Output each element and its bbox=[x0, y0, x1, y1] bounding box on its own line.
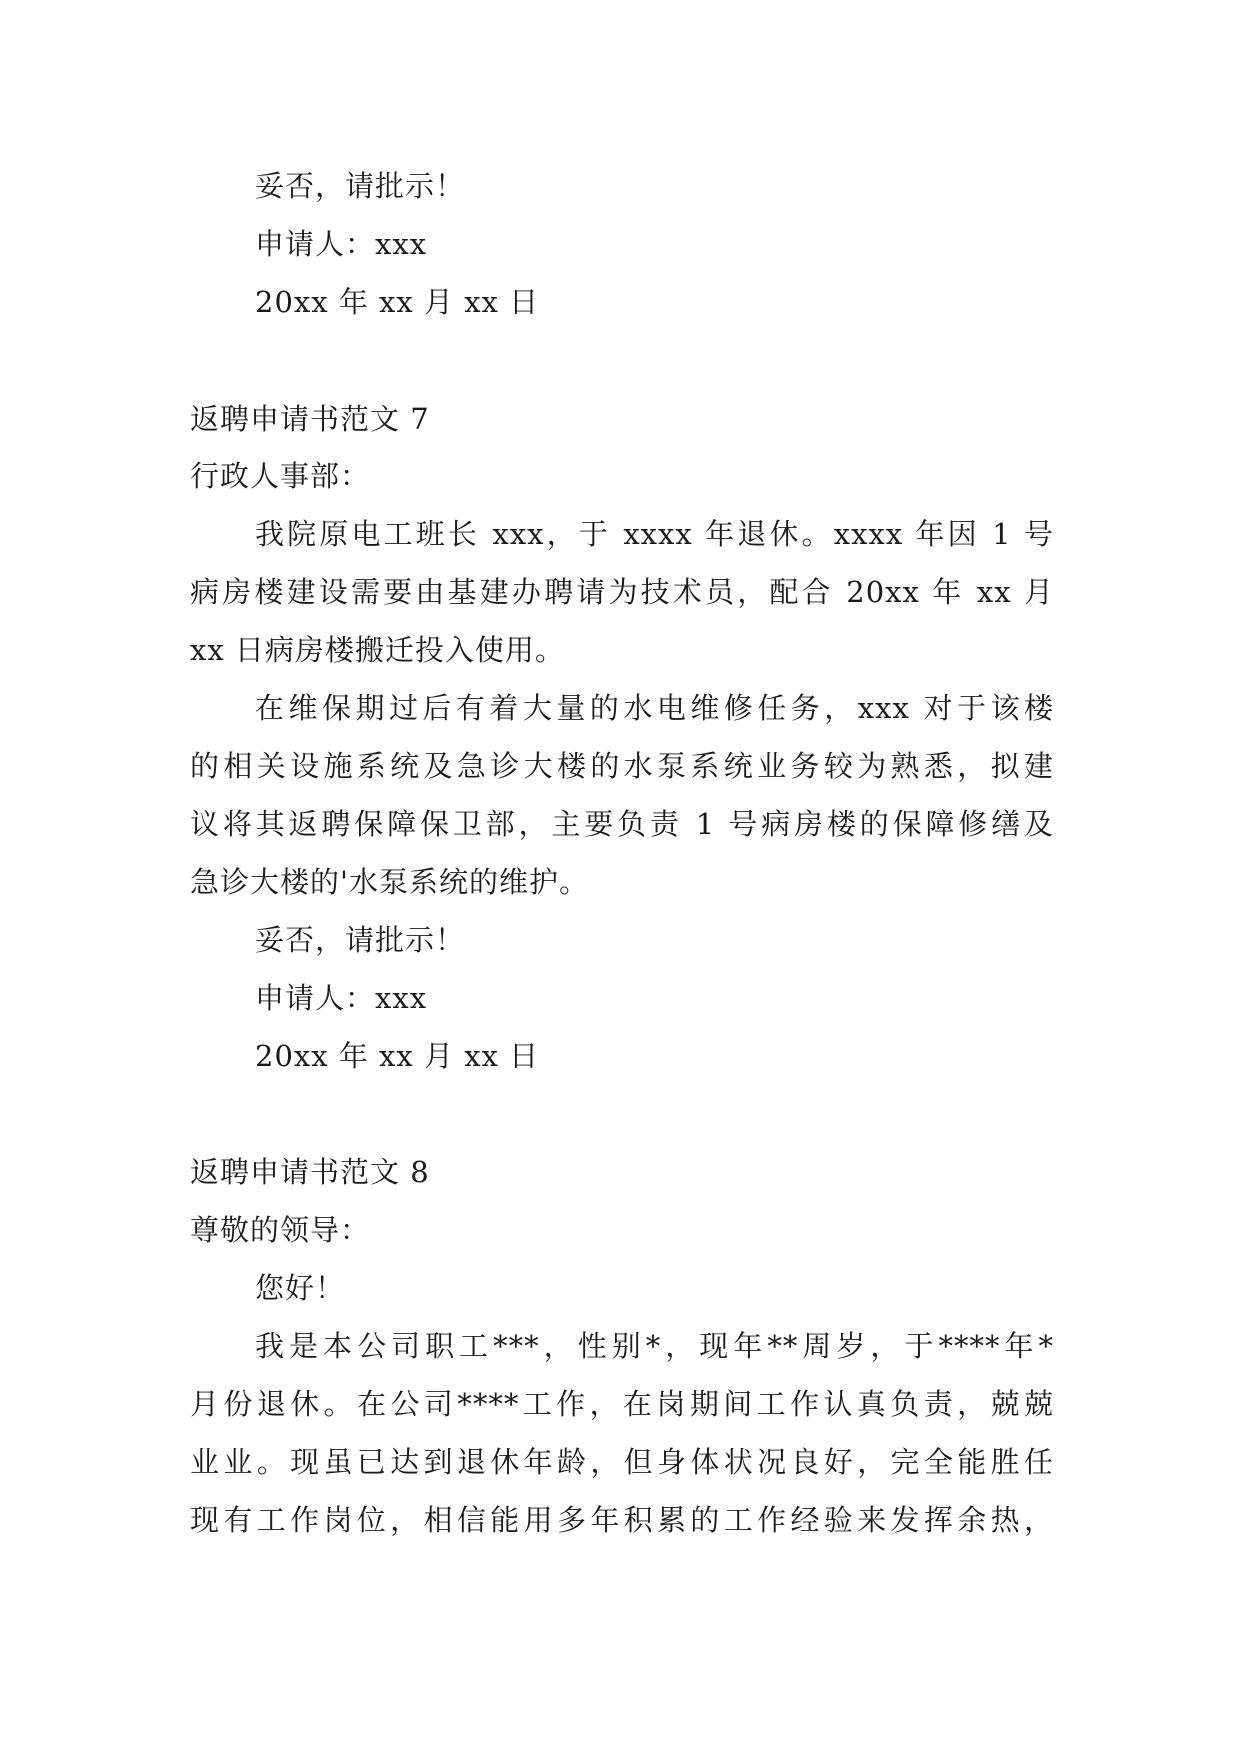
closing-line: 妥否，请批示！ bbox=[255, 169, 466, 203]
section-title: 返聘申请书范文 8 bbox=[190, 1155, 430, 1189]
paragraph-line: 病房楼建设需要由基建办聘请为技术员，配合 20xx 年 xx 月 bbox=[190, 575, 1054, 609]
paragraph-line: 的相关设施系统及急诊大楼的水泵系统业务较为熟悉，拟建 bbox=[190, 749, 1054, 783]
paragraph-line: 我院原电工班长 xxx，于 xxxx 年退休。xxxx 年因 1 号 bbox=[255, 517, 1054, 551]
paragraph-line: xx 日病房楼搬迁投入使用。 bbox=[190, 633, 565, 667]
paragraph-line: 议将其返聘保障保卫部，主要负责 1 号病房楼的保障修缮及 bbox=[190, 807, 1054, 841]
greeting-line: 您好！ bbox=[255, 1271, 346, 1305]
addressee-line: 行政人事部： bbox=[190, 459, 371, 493]
addressee-line: 尊敬的领导： bbox=[190, 1213, 371, 1247]
paragraph-line: 急诊大楼的'水泵系统的维护。 bbox=[190, 865, 589, 899]
section-title: 返聘申请书范文 7 bbox=[190, 402, 430, 436]
paragraph-line: 在维保期过后有着大量的水电维修任务，xxx 对于该楼 bbox=[255, 691, 1054, 725]
paragraph-line: 我是本公司职工***，性别*，现年**周岁，于****年* bbox=[255, 1329, 1054, 1363]
paragraph-line: 现有工作岗位，相信能用多年积累的工作经验来发挥余热， bbox=[190, 1503, 1054, 1537]
paragraph-line: 月份退休。在公司****工作，在岗期间工作认真负责，兢兢 bbox=[190, 1387, 1054, 1421]
date-line: 20xx 年 xx 月 xx 日 bbox=[255, 285, 540, 319]
applicant-line: 申请人：xxx bbox=[255, 981, 428, 1015]
applicant-line: 申请人：xxx bbox=[255, 227, 428, 261]
paragraph-line: 业业。现虽已达到退休年龄，但身体状况良好，完全能胜任 bbox=[190, 1445, 1054, 1479]
closing-line: 妥否，请批示！ bbox=[255, 923, 466, 957]
date-line: 20xx 年 xx 月 xx 日 bbox=[255, 1039, 540, 1073]
